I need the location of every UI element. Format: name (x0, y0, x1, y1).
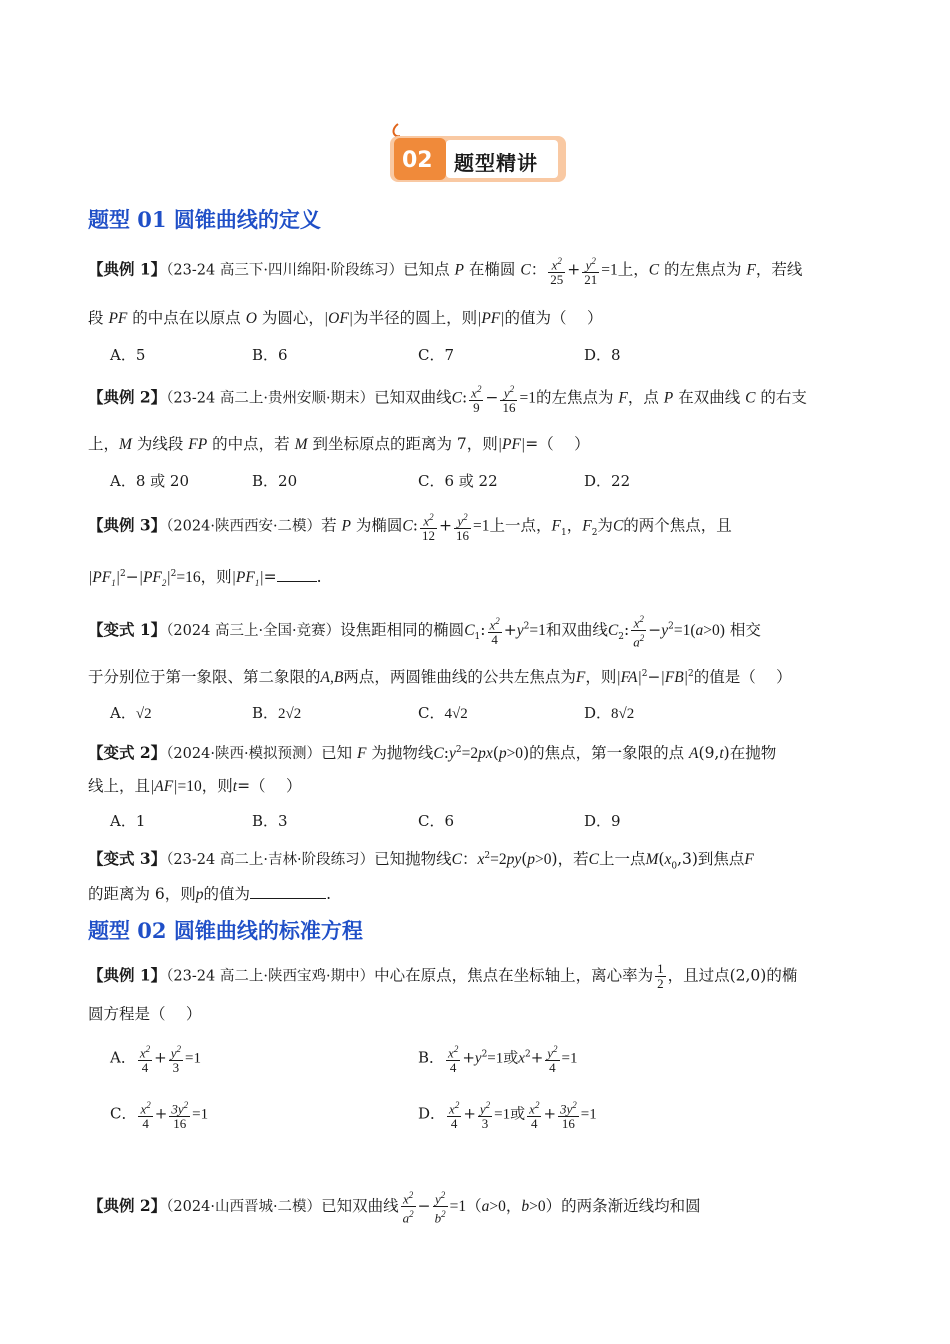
s2-ex1-opt-d: D． $\frac{x^2}{4}$ + $\frac{y^2}{3}$ =1或 $\frac{x^2}{4}$ + $\frac{3y^2}{16}$ =1 (418, 1100, 597, 1132)
s1-ex2-opt-d: D．22 (584, 472, 631, 490)
s1-ex2-opt-c: C．6 或 22 (418, 472, 498, 490)
section-title-2: 题型 02 圆锥曲线的标准方程 (88, 918, 363, 943)
s1-var2-tag: 【变式 2】 (88, 743, 167, 763)
s1-ex3-tag: 【典例 3】 (88, 515, 167, 535)
s1-ex3-source: （2024·陕西西安·二模） (166, 518, 322, 535)
s1-var1-source: （2024 高三上·全国·竞赛） (166, 622, 341, 639)
s2-ex1-tag: 【典例 1】 (88, 965, 167, 985)
s1-var2-line1: 【变式 2】（2024·陕西·模拟预测）已知 F 为抛物线$C:y^2=2px(p>0)$的焦点，第一象限的点 A(9,t)在抛物 (88, 743, 777, 763)
section-badge (388, 120, 568, 186)
s1-ex1-opt-b: B．6 (252, 346, 288, 364)
badge-number: 02 (402, 148, 433, 173)
s2-ex1-opt-a: A． $\frac{x^2}{4}$ + $\frac{y^2}{3}$ =1 (110, 1044, 201, 1076)
s2-ex1-line2: 圆方程是（ ） (88, 1005, 202, 1023)
s1-ex1-opt-c: C．7 (418, 346, 455, 364)
s1-ex1-opt-a: A．5 (110, 346, 146, 364)
s1-var2-source: （2024·陕西·模拟预测） (166, 746, 322, 763)
s1-var3-tag: 【变式 3】 (88, 849, 167, 869)
s2-ex2-line1: 【典例 2】（2024·山西晋城·二模）已知双曲线 $\frac{x^2}{a^2}$ − $\frac{y^2}{b^2}$ =1（a>0，b>0）的两条渐近线均和圆 (88, 1190, 701, 1226)
s1-ex2-source: （23-24 高二上·贵州安顺·期末） (166, 390, 375, 407)
s1-var1-opt-b: B．2√2 (252, 704, 302, 722)
s1-var2-opt-b: B．3 (252, 812, 288, 830)
s2-ex2-tag: 【典例 2】 (88, 1195, 167, 1215)
s1-var1-line2: 于分别位于第一象限、第二象限的A,B两点，两圆锥曲线的公共左焦点为F，则$|FA|^2-|FB|^2$的值是（ ） (88, 668, 792, 687)
s2-ex2-source: （2024·山西晋城·二模） (166, 1198, 322, 1215)
s1-var2-line2: 线上，且|AF|=10，则t=（ ） (88, 777, 302, 795)
s1-var1-tag: 【变式 1】 (88, 619, 167, 639)
s1-ex1-line2: 段 PF 的中点在以原点 O 为圆心，|OF|为半径的圆上，则|PF|的值为（ ） (88, 309, 603, 327)
s1-var1-opt-c: C．4√2 (418, 704, 468, 722)
s1-var2-opt-c: C．6 (418, 812, 455, 830)
s1-var1-line1: 【变式 1】（2024 高三上·全国·竞赛）设焦距相同的椭圆$C_1$: $\frac{x^2}{4}$ $+y^2=1$和双曲线$C_2$: $\frac{x^2}{a^2}$ $-y^2=1(a>0)$ 相交 (88, 614, 761, 650)
s2-ex1-source: （23-24 高二上·陕西宝鸡·期中） (166, 968, 375, 985)
section-title-1: 题型 01 圆锥曲线的定义 (88, 207, 321, 232)
s1-ex3-line1: 【典例 3】（2024·陕西西安·二模）若 P 为椭圆C: $\frac{x^2}{12}$ + $\frac{y^2}{16}$ =1上一点，$F_1$，$F_2$为C的两个焦点，且 (88, 512, 732, 544)
s1-ex1-tag: 【典例 1】 (88, 259, 167, 279)
s2-ex1-line1: 【典例 1】（23-24 高二上·陕西宝鸡·期中）中心在原点，焦点在坐标轴上，离心率为 $\frac{1}{2}$ ，且过点(2,0)的椭 (88, 961, 798, 991)
s1-var3-line2: 的距离为 6，则p的值为 . (88, 885, 331, 903)
s1-ex2-line2: 上，M 为线段 FP 的中点，若 M 到坐标原点的距离为 7，则|PF|=（ ） (88, 435, 590, 453)
s1-ex1-line1: 【典例 1】（23-24 高三下·四川绵阳·阶段练习）已知点 P 在椭圆 C： $\frac{x^2}{25}$ + $\frac{y^2}{21}$ =1上，C 的左焦点为 F，若线 (88, 256, 803, 288)
s1-ex2-opt-b: B．20 (252, 472, 298, 490)
s1-var3-line1: 【变式 3】（23-24 高二上·吉林·阶段练习）已知抛物线C：$x^2=2py(p>0)$，若C上一点$M(x_0,3)$到焦点F (88, 849, 754, 872)
s1-var3-source: （23-24 高二上·吉林·阶段练习） (166, 852, 375, 869)
s1-ex1-opt-d: D．8 (584, 346, 621, 364)
s2-ex1-opt-c: C． $\frac{x^2}{4}$ + $\frac{3y^2}{16}$ =1 (110, 1100, 209, 1132)
s1-var2-opt-d: D．9 (584, 812, 621, 830)
s1-ex2-tag: 【典例 2】 (88, 387, 167, 407)
s1-ex1-source: （23-24 高三下·四川绵阳·阶段练习） (166, 262, 404, 279)
s1-ex3-line2: $|PF_1|^2-|PF_2|^2=16$，则$|PF_1|=$ . (88, 568, 322, 589)
badge-label: 题型精讲 (454, 151, 538, 175)
s1-var1-opt-a: A．√2 (110, 704, 152, 722)
s1-ex2-opt-a: A．8 或 20 (110, 472, 189, 490)
s1-var2-opt-a: A．1 (110, 812, 146, 830)
s2-ex1-opt-b: B． $\frac{x^2}{4}$ $+y^2=1$或$x^2+$ $\frac{y^2}{4}$ =1 (418, 1044, 578, 1076)
s1-var1-opt-d: D．8√2 (584, 704, 635, 722)
s1-ex2-line1: 【典例 2】（23-24 高二上·贵州安顺·期末）已知双曲线C: $\frac{x^2}{9}$ − $\frac{y^2}{16}$ =1的左焦点为 F，点 P 在双曲线 C 的右支 (88, 384, 807, 416)
